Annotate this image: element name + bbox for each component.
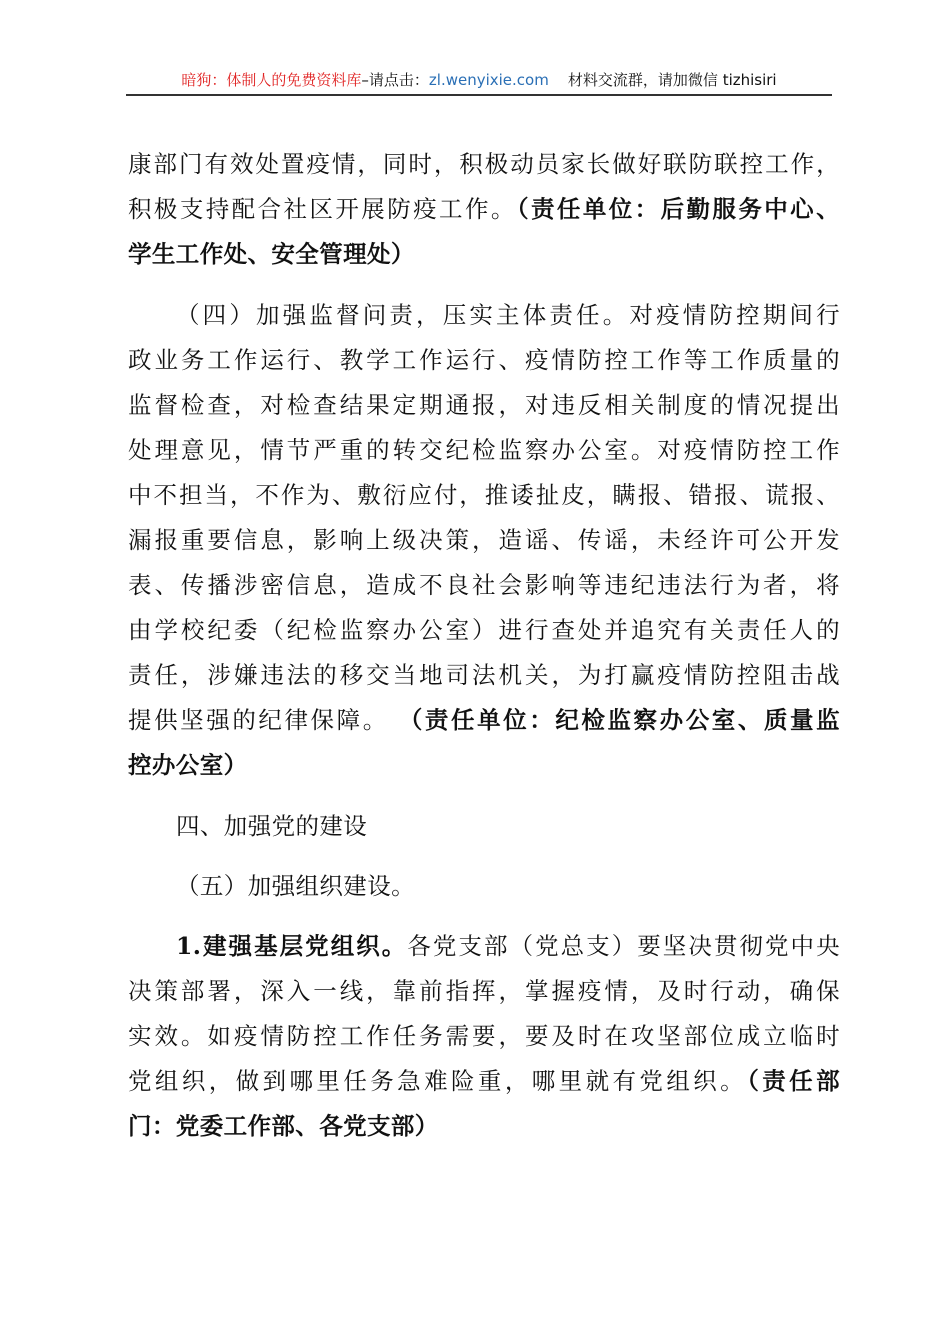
text-line — [128, 428, 840, 473]
text-line — [128, 653, 840, 698]
text: 积极支持配合社区开展防疫工作。 — [128, 195, 517, 223]
bold-text: （责任单位：后勤服务中心、 — [516, 195, 841, 223]
text: （四）加强监督问责，压实主体责任。对疫情防控期间行 — [176, 301, 840, 329]
text: 党组织，做到哪里任务急难险重，哪里就有党组织。 — [128, 1067, 748, 1095]
text: 四、加强党的建设 — [176, 812, 368, 840]
text-line — [128, 187, 840, 232]
text: 各党支部（党总支）要坚决贯彻党中央 — [407, 932, 840, 960]
text: 提供坚强的纪律保障。 — [128, 706, 399, 734]
text-line — [128, 518, 840, 563]
text: 责任，涉嫌违法的移交当地司法机关，为打赢疫情防控阻击战 — [128, 661, 840, 689]
text-line — [128, 293, 840, 338]
text-line — [128, 698, 840, 743]
bold-text: 控办公室） — [128, 751, 248, 779]
click-prompt: –请点击： — [361, 71, 429, 89]
text: 政业务工作运行、教学工作运行、疫情防控工作等工作质量的 — [128, 346, 840, 374]
text-line — [128, 1104, 840, 1149]
text-line — [128, 563, 840, 608]
text-line — [128, 608, 840, 653]
text-line — [128, 924, 840, 969]
text-line — [128, 969, 840, 1014]
page-header — [126, 68, 832, 96]
text-line — [128, 338, 840, 383]
text-line — [128, 232, 840, 277]
document-body — [128, 142, 840, 1165]
bold-text: （责任单位：纪检监察办公室、质量监 — [398, 706, 840, 734]
text-line — [128, 864, 840, 909]
bold-text: 门：党委工作部、各党支部） — [128, 1112, 439, 1140]
site-link[interactable]: zl.wenyixie.com — [428, 71, 549, 89]
site-name: 暗狗：体制人的免费资料库 — [181, 71, 362, 89]
text-line — [128, 1059, 840, 1104]
text-line — [128, 142, 840, 187]
text: 康部门有效处置疫情，同时，积极动员家长做好联防联控工作， — [128, 150, 840, 178]
section-heading — [128, 804, 840, 849]
bold-text: （责任部 — [747, 1067, 840, 1095]
text: （五）加强组织建设。 — [176, 872, 415, 900]
paragraph — [128, 293, 840, 788]
text: 实效。如疫情防控工作任务需要，要及时在攻坚部位成立临时 — [128, 1022, 840, 1050]
text-line — [128, 743, 840, 788]
text-line — [128, 1014, 840, 1059]
wechat-note: 材料交流群，请加微信 tizhisiri — [567, 71, 777, 89]
text: 由学校纪委（纪检监察办公室）进行查处并追究有关责任人的 — [128, 616, 840, 644]
paragraph — [128, 924, 840, 1149]
section-heading — [128, 864, 840, 909]
text: 监督检查，对检查结果定期通报，对违反相关制度的情况提出 — [128, 391, 840, 419]
text: 漏报重要信息，影响上级决策，造谣、传谣，未经许可公开发 — [128, 526, 840, 554]
text: 决策部署，深入一线，靠前指挥，掌握疫情，及时行动，确保 — [128, 977, 840, 1005]
text: 中不担当，不作为、敷衍应付，推诿扯皮，瞒报、错报、谎报、 — [128, 481, 840, 509]
text: 表、传播涉密信息，造成不良社会影响等违纪违法行为者，将 — [128, 571, 840, 599]
text-line — [128, 804, 840, 849]
text-line — [128, 383, 840, 428]
paragraph — [128, 142, 840, 277]
text: 处理意见，情节严重的转交纪检监察办公室。对疫情防控工作 — [128, 436, 840, 464]
bold-text: 1.建强基层党组织。 — [176, 932, 408, 960]
text-line — [128, 473, 840, 518]
bold-text: 学生工作处、安全管理处） — [128, 240, 415, 268]
